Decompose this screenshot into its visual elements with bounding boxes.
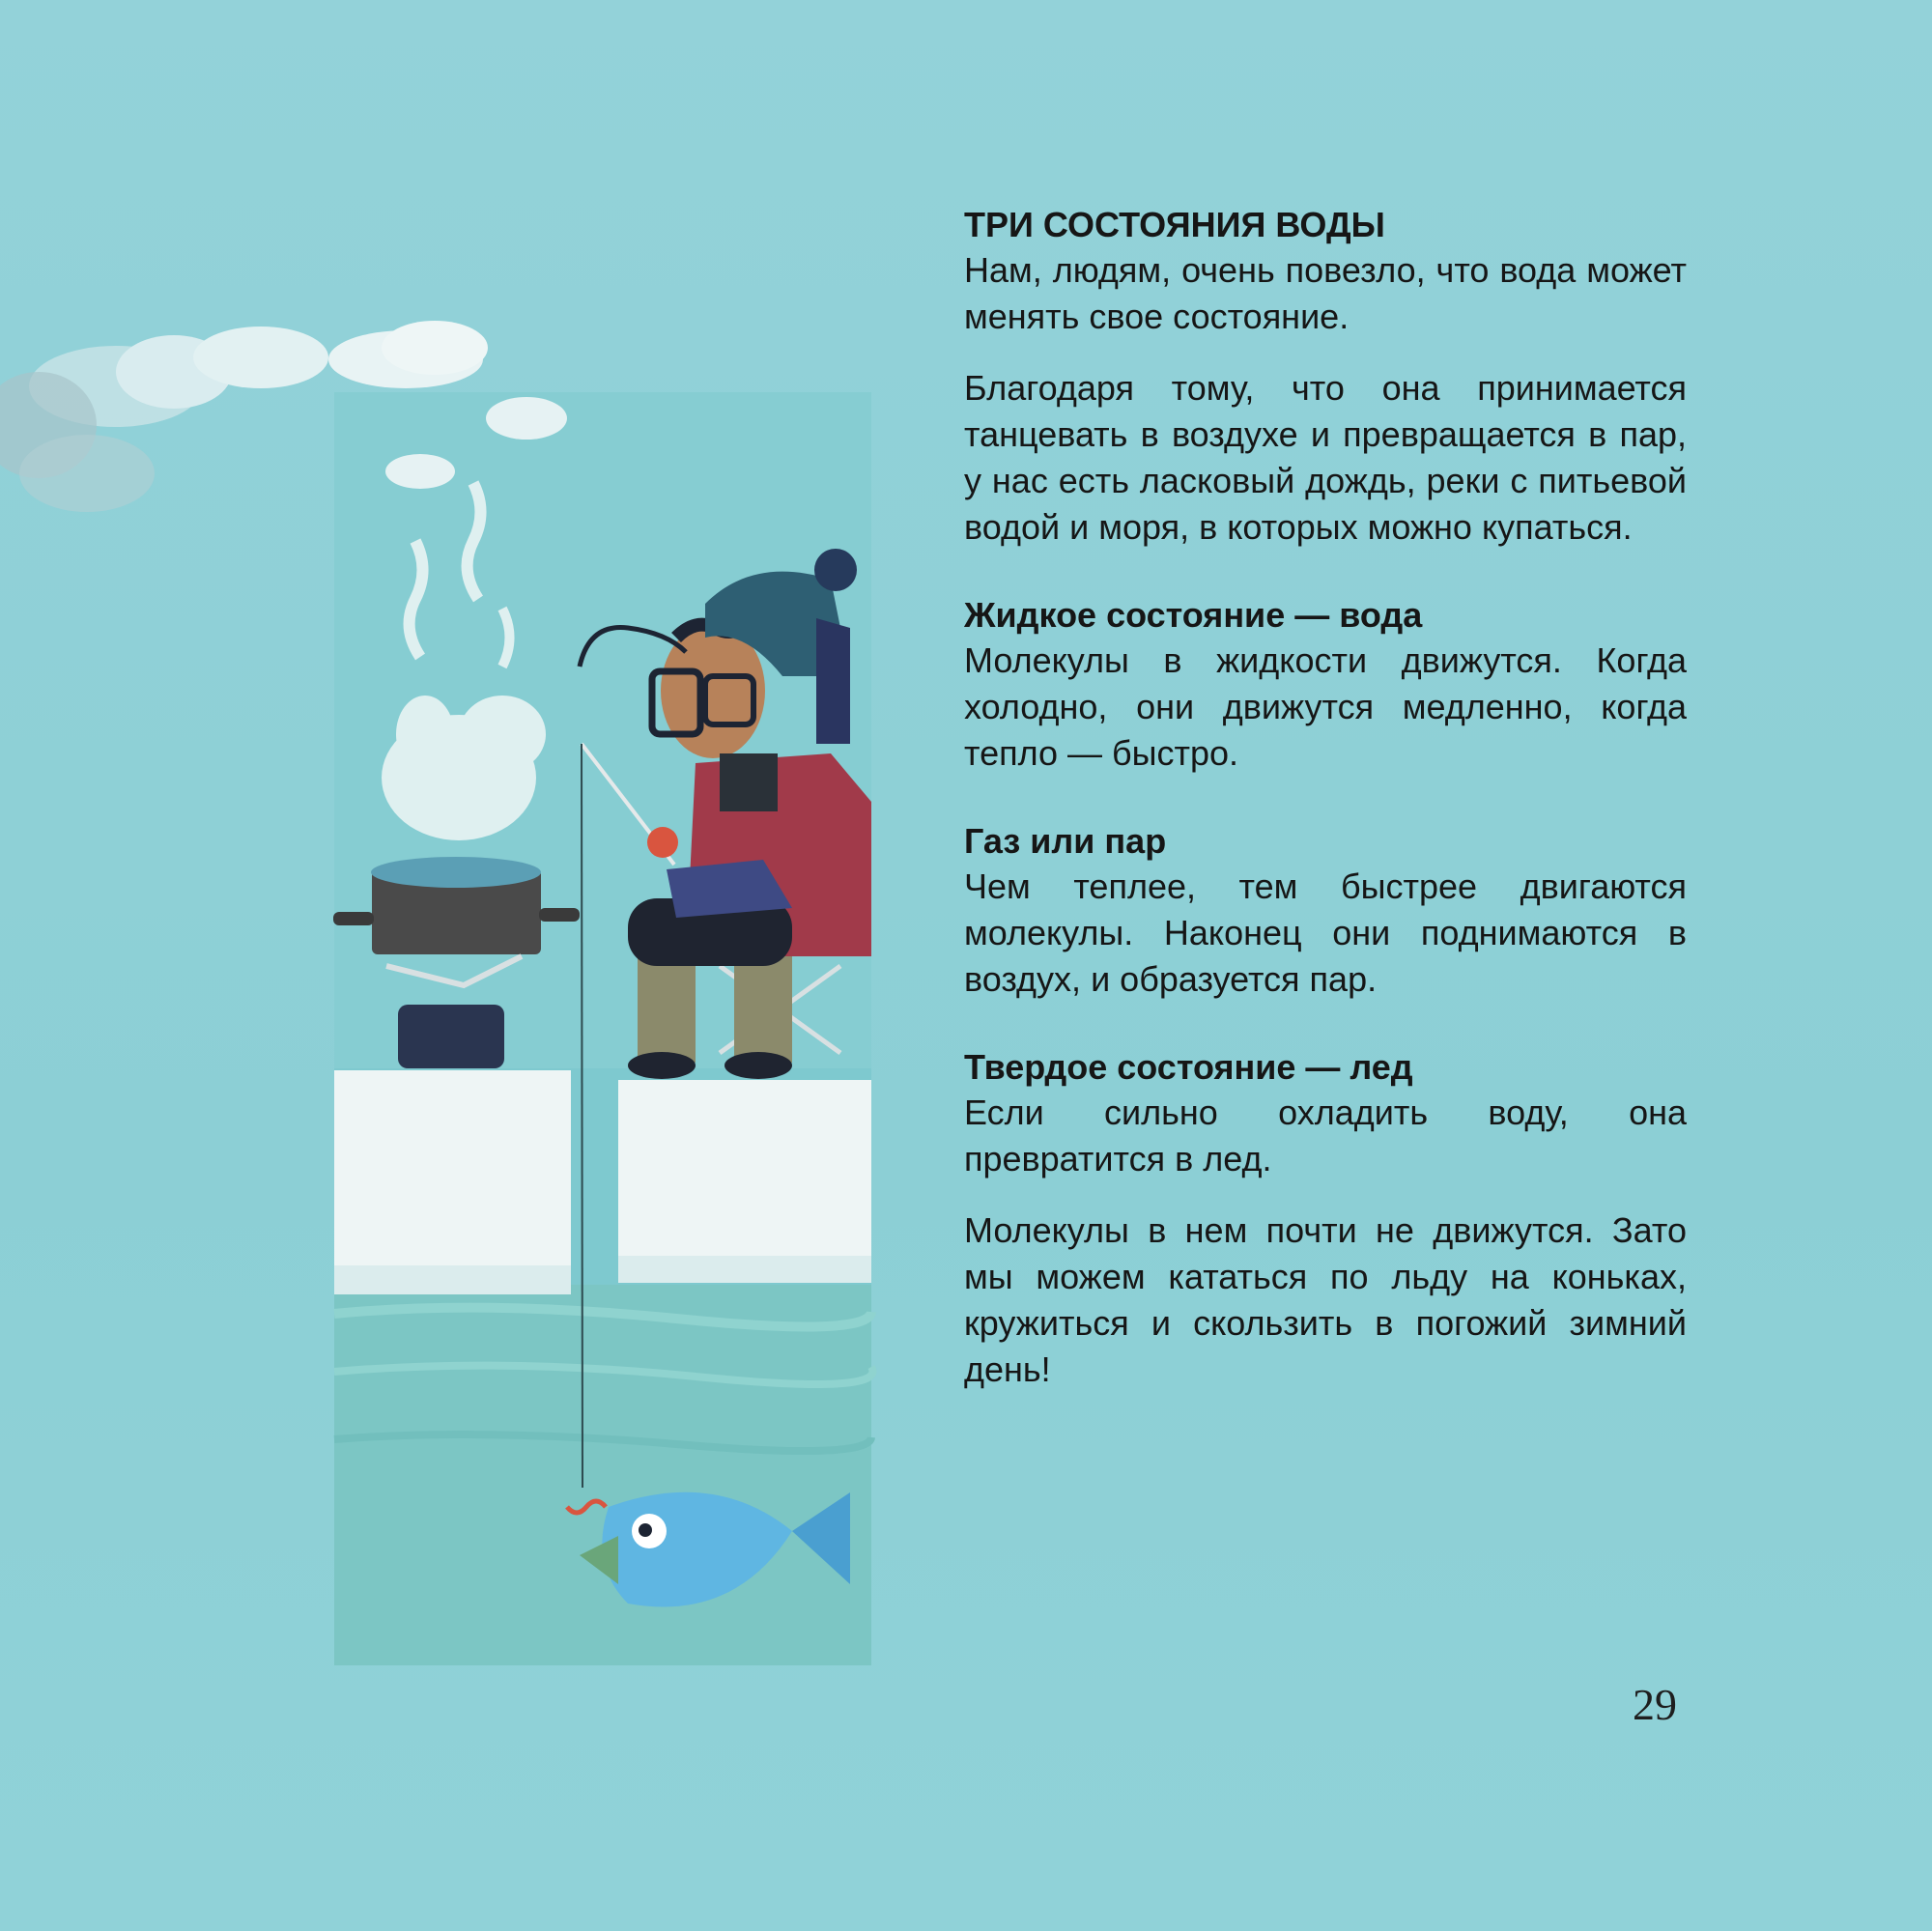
fishing-scene bbox=[333, 392, 872, 1665]
solid-paragraph-1: Если сильно охладить воду, она превратится в лед. bbox=[964, 1093, 1687, 1178]
liquid-paragraph: Молекулы в жидкости движутся. Когда холодно, они движутся медленно, когда тепло — быстро. bbox=[964, 640, 1687, 773]
solid-paragraph-2: Молекулы в нем почти не движутся. Зато мы можем кататься по льду на коньках, кружиться и скользить в погожий зимний день! bbox=[964, 1210, 1687, 1389]
intro-paragraph-2: Благодаря тому, что она принимается танцевать в воздухе и превращается в пар, у нас есть ласковый дождь, реки с питьевой водой и моря, в которых можно купаться. bbox=[964, 368, 1687, 547]
liquid-heading: Жидкое состояние — вода bbox=[964, 595, 1423, 635]
intro-paragraph-1: Нам, людям, очень повезло, что вода может менять свое состояние. bbox=[964, 250, 1687, 336]
solid-heading: Твердое состояние — лед bbox=[964, 1047, 1413, 1087]
article bbox=[964, 203, 1687, 1393]
page-number: 29 bbox=[1633, 1680, 1677, 1729]
gas-paragraph: Чем теплее, тем быстрее двигаются молекулы. Наконец они поднимаются в воздух, и образуется пар. bbox=[964, 866, 1687, 999]
gas-heading: Газ или пар bbox=[964, 821, 1167, 861]
article-title: ТРИ СОСТОЯНИЯ ВОДЫ bbox=[964, 205, 1385, 244]
